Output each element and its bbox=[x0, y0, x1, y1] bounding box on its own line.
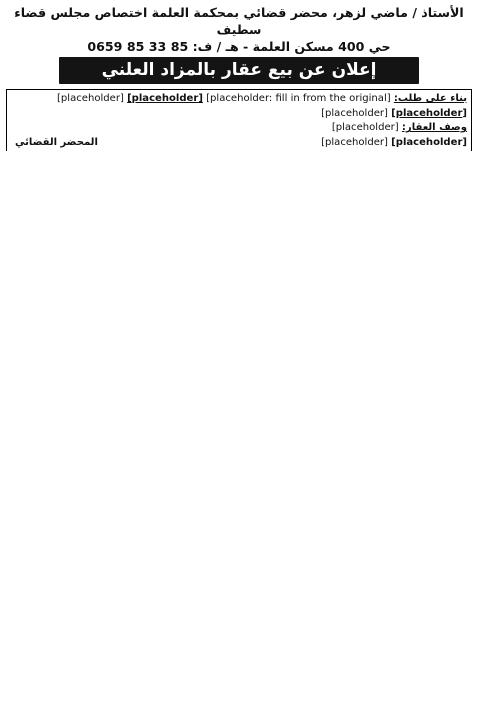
bailiff-header bbox=[6, 4, 472, 55]
petitioner-label: بناء على طلب: bbox=[393, 93, 467, 104]
notice-title: إعلان عن بيع عقار بالمزاد العلني bbox=[59, 57, 419, 84]
property-text: [placeholder] bbox=[57, 93, 124, 104]
petitioner-text: [placeholder: fill in from the original] bbox=[206, 93, 391, 104]
bailiff-name-line: الأستاذ / ماضي لزهر، محضر قضائي بمحكمة العلمة اختصاص مجلس قضاء سطيف bbox=[14, 5, 464, 37]
description-text: [placeholder] bbox=[331, 122, 399, 134]
designation-text: [placeholder] bbox=[321, 107, 388, 119]
description-paragraph bbox=[11, 121, 467, 136]
description-label: وصف العقار: bbox=[401, 122, 467, 134]
designation-label: [placeholder] bbox=[391, 107, 467, 119]
petitioner-paragraph bbox=[11, 92, 467, 107]
closing-text: [placeholder] bbox=[321, 136, 388, 148]
bailiff-signature: المحضر القضائي bbox=[15, 136, 98, 148]
price-paragraph bbox=[11, 136, 467, 151]
sale-conditions-title: [placeholder] bbox=[127, 93, 203, 104]
designation-paragraph bbox=[11, 107, 467, 122]
bailiff-address-line: حي 400 مسكن العلمة - هـ / ف: 85 33 85 0659 bbox=[87, 39, 391, 54]
notice-body bbox=[6, 89, 472, 151]
opening-price-text: [placeholder] bbox=[391, 136, 467, 148]
